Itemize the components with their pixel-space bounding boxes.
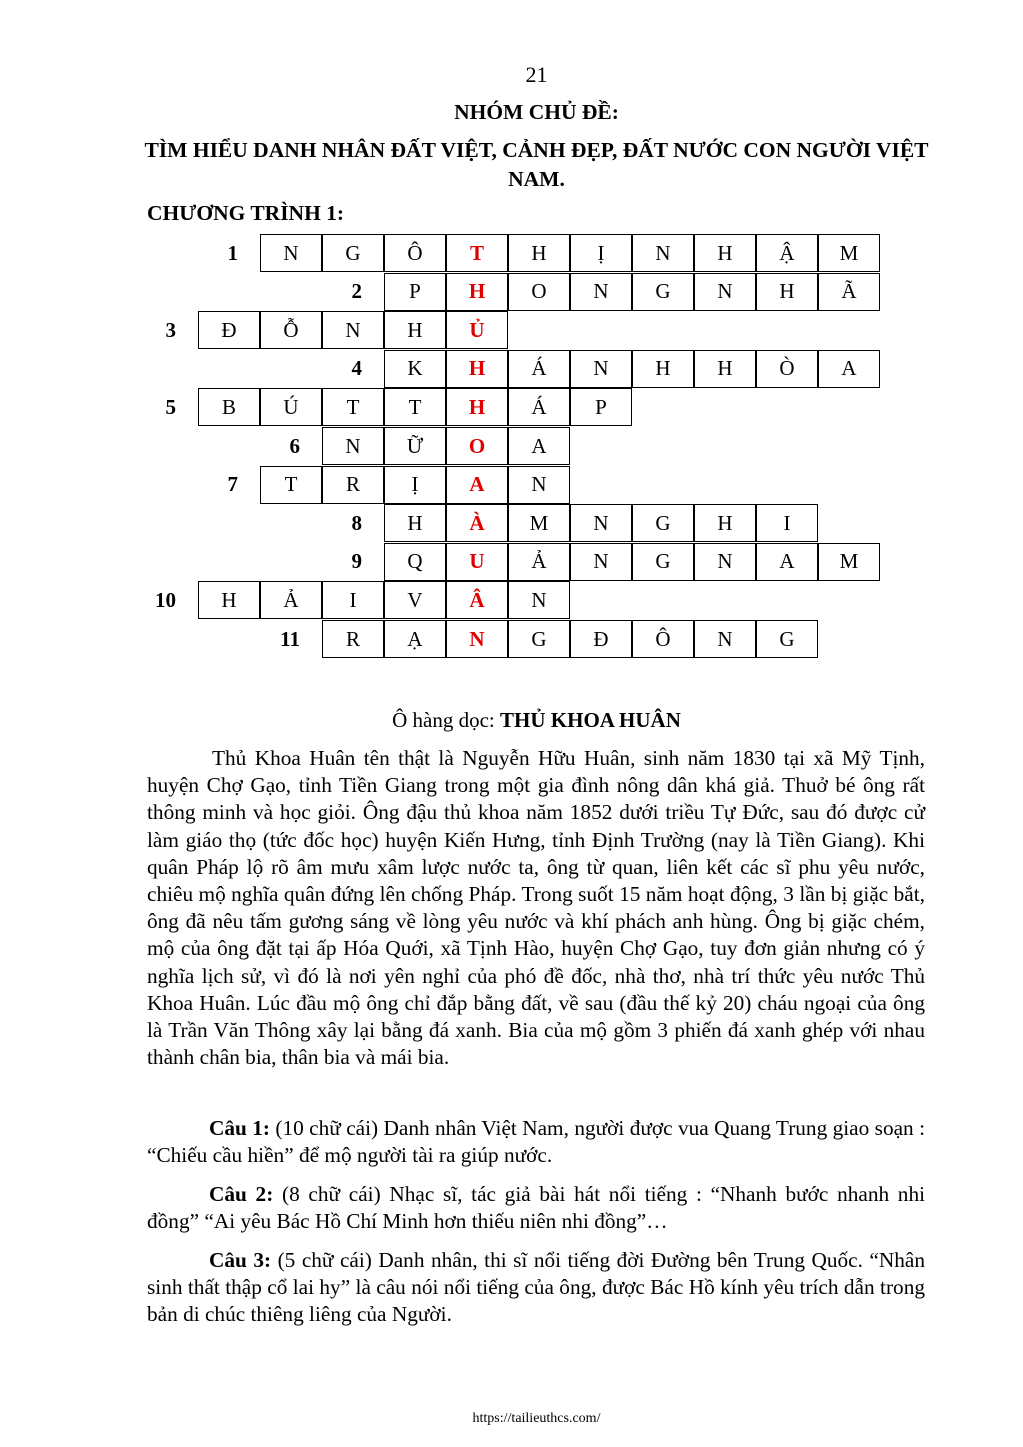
crossword-cell: H — [756, 273, 818, 311]
crossword-cell: Ỗ — [260, 311, 322, 349]
crossword-cell: Q — [384, 543, 446, 581]
crossword-grid — [0, 0, 1023, 700]
crossword-cell: H — [508, 234, 570, 272]
crossword-cell: N — [570, 504, 632, 542]
crossword-cell: O — [508, 273, 570, 311]
answer-label: Ô hàng dọc: — [392, 708, 501, 732]
crossword-key-cell: À — [446, 504, 508, 542]
crossword-row-number: 7 — [227, 472, 238, 497]
crossword-cell: H — [632, 350, 694, 388]
crossword-cell: N — [694, 273, 756, 311]
crossword-cell: H — [198, 581, 260, 619]
crossword-cell: Đ — [570, 620, 632, 658]
crossword-cell: R — [322, 466, 384, 504]
crossword-cell: G — [508, 620, 570, 658]
crossword-cell: M — [818, 234, 880, 272]
crossword-cell: N — [322, 311, 384, 349]
page-number: 21 — [525, 62, 548, 87]
group-heading: NHÓM CHỦ ĐỀ: — [454, 100, 619, 124]
crossword-cell: Ả — [508, 543, 570, 581]
question-text: (8 chữ cái) Nhạc sĩ, tác giả bài hát nổi tiếng : “Nhanh bước nhanh nhi đồng” “Ai yêu Bác Hồ Chí Minh hơn thiếu niên nhi đồng”… — [147, 1182, 926, 1234]
crossword-row-number: 9 — [351, 549, 362, 574]
crossword-cell: T — [322, 388, 384, 426]
answer-line — [0, 708, 1023, 733]
crossword-row-number: 11 — [280, 626, 300, 651]
crossword-cell: B — [198, 388, 260, 426]
crossword-cell: P — [384, 273, 446, 311]
crossword-cell: K — [384, 350, 446, 388]
crossword-cell: N — [508, 581, 570, 619]
crossword-cell: Ữ — [384, 427, 446, 465]
crossword-cell: Á — [508, 388, 570, 426]
crossword-cell: Ô — [384, 234, 446, 272]
crossword-cell: G — [632, 543, 694, 581]
crossword-cell: Ậ — [756, 234, 818, 272]
crossword-cell: N — [694, 543, 756, 581]
crossword-key-cell: T — [446, 234, 508, 272]
biography-paragraph: Thủ Khoa Huân tên thật là Nguyễn Hữu Huân, sinh năm 1830 tại xã Mỹ Tịnh, huyện Chợ Gạo, tỉnh Tiền Giang trong một gia đình nông dân khá giả. Thuở bé ông rất thông minh và học giỏi. Ông đậu thủ khoa năm 1852 dưới triều Tự Đức, sau đó được cử làm giáo thọ (tức đốc học) huyện Kiến Hưng, tỉnh Định Trường (nay là Tiền Giang). Khi quân Pháp lộ rõ âm mưu xâm lược nước ta, ông từ quan, liên kết các sĩ phu yêu nước, chiêu mộ nghĩa quân đứng lên chống Pháp. Trong suốt 15 năm hoạt động, 3 lần bị giặc bắt, ông đã nêu tấm gương sáng về lòng yêu nước và khí phách anh hùng. Ông bị giặc chém, mộ của ông đặt tại ấp Hóa Quới, xã Tịnh Hào, huyện Chợ Gạo, tuy đơn giản nhưng có ý nghĩa lịch sử, vì đó là nơi yên nghỉ của phó đề đốc, nhà thơ, nhà trí thức yêu nước Thủ Khoa Huân. Lúc đầu mộ ông chỉ đắp bằng đất, về sau (đầu thế kỷ 20) cháu ngoại của ông là Trần Văn Thông xây lại bằng đá xanh. Bia của mộ gồm 3 phiến đá xanh ghép với nhau thành chân bia, thân bia và mái bia. — [147, 746, 925, 1070]
crossword-cell: N — [694, 620, 756, 658]
crossword-row-number: 8 — [351, 510, 362, 535]
crossword-cell: R — [322, 620, 384, 658]
crossword-cell: H — [384, 311, 446, 349]
crossword-cell: A — [756, 543, 818, 581]
crossword-cell: N — [570, 350, 632, 388]
crossword-cell: N — [570, 273, 632, 311]
crossword-cell: V — [384, 581, 446, 619]
crossword-cell: G — [632, 504, 694, 542]
footer-url: https://tailieuthcs.com/ — [472, 1411, 601, 1426]
crossword-key-cell: H — [446, 388, 508, 426]
crossword-key-cell: O — [446, 427, 508, 465]
crossword-cell: T — [260, 466, 322, 504]
crossword-cell: I — [322, 581, 384, 619]
question-label: Câu 3: — [209, 1248, 272, 1272]
crossword-cell: Ị — [570, 234, 632, 272]
crossword-row-number: 4 — [351, 356, 362, 381]
program-title: CHƯƠNG TRÌNH 1: — [147, 201, 345, 225]
question-text: (5 chữ cái) Danh nhân, thi sĩ nổi tiếng đời Đường bên Trung Quốc. “Nhân sinh thất thập cổ lai hy” là câu nói nổi tiếng của ông, được Bác Hồ kính yêu trích dẫn trong bản di chúc thiêng liêng của Người. — [147, 1248, 926, 1327]
crossword-key-cell: H — [446, 273, 508, 311]
topic-heading: TÌM HIỂU DANH NHÂN ĐẤT VIỆT, CẢNH ĐẸP, ĐẤT NƯỚC CON NGƯỜI VIỆT NAM. — [144, 138, 929, 191]
crossword-cell: N — [322, 427, 384, 465]
question-label: Câu 1: — [209, 1116, 271, 1140]
crossword-key-cell: U — [446, 543, 508, 581]
crossword-cell: H — [694, 234, 756, 272]
crossword-cell: N — [570, 543, 632, 581]
crossword-cell: G — [632, 273, 694, 311]
crossword-cell: A — [508, 427, 570, 465]
question-1 — [147, 1115, 925, 1169]
crossword-cell: M — [818, 543, 880, 581]
crossword-row-number: 6 — [289, 433, 300, 458]
crossword-cell: Ô — [632, 620, 694, 658]
crossword-row-number: 1 — [227, 240, 238, 265]
crossword-key-cell: H — [446, 350, 508, 388]
answer-value: THỦ KHOA HUÂN — [500, 708, 681, 732]
crossword-cell: Ả — [260, 581, 322, 619]
crossword-cell: P — [570, 388, 632, 426]
crossword-row-number: 5 — [165, 394, 176, 419]
crossword-cell: N — [632, 234, 694, 272]
crossword-cell: Đ — [198, 311, 260, 349]
crossword-cell: T — [384, 388, 446, 426]
question-2 — [147, 1181, 925, 1235]
crossword-row-number: 2 — [351, 279, 362, 304]
crossword-key-cell: N — [446, 620, 508, 658]
crossword-cell: N — [508, 466, 570, 504]
crossword-cell: N — [260, 234, 322, 272]
crossword-key-cell: Â — [446, 581, 508, 619]
crossword-key-cell: Ủ — [446, 311, 508, 349]
crossword-cell: I — [756, 504, 818, 542]
crossword-cell: H — [694, 350, 756, 388]
crossword-cell: M — [508, 504, 570, 542]
crossword-cell: Ã — [818, 273, 880, 311]
crossword-cell: Á — [508, 350, 570, 388]
crossword-cell: Ạ — [384, 620, 446, 658]
question-text: (10 chữ cái) Danh nhân Việt Nam, người được vua Quang Trung giao soạn : “Chiếu cầu hiền” để mộ người tài ra giúp nước. — [147, 1116, 926, 1168]
question-3 — [147, 1247, 925, 1329]
crossword-cell: G — [756, 620, 818, 658]
crossword-row-number: 10 — [155, 587, 176, 612]
crossword-key-cell: A — [446, 466, 508, 504]
crossword-cell: G — [322, 234, 384, 272]
crossword-cell: Ò — [756, 350, 818, 388]
crossword-cell: H — [384, 504, 446, 542]
question-label: Câu 2: — [209, 1182, 274, 1206]
crossword-cell: A — [818, 350, 880, 388]
crossword-cell: Ú — [260, 388, 322, 426]
crossword-cell: H — [694, 504, 756, 542]
crossword-row-number: 3 — [165, 317, 176, 342]
crossword-cell: Ị — [384, 466, 446, 504]
